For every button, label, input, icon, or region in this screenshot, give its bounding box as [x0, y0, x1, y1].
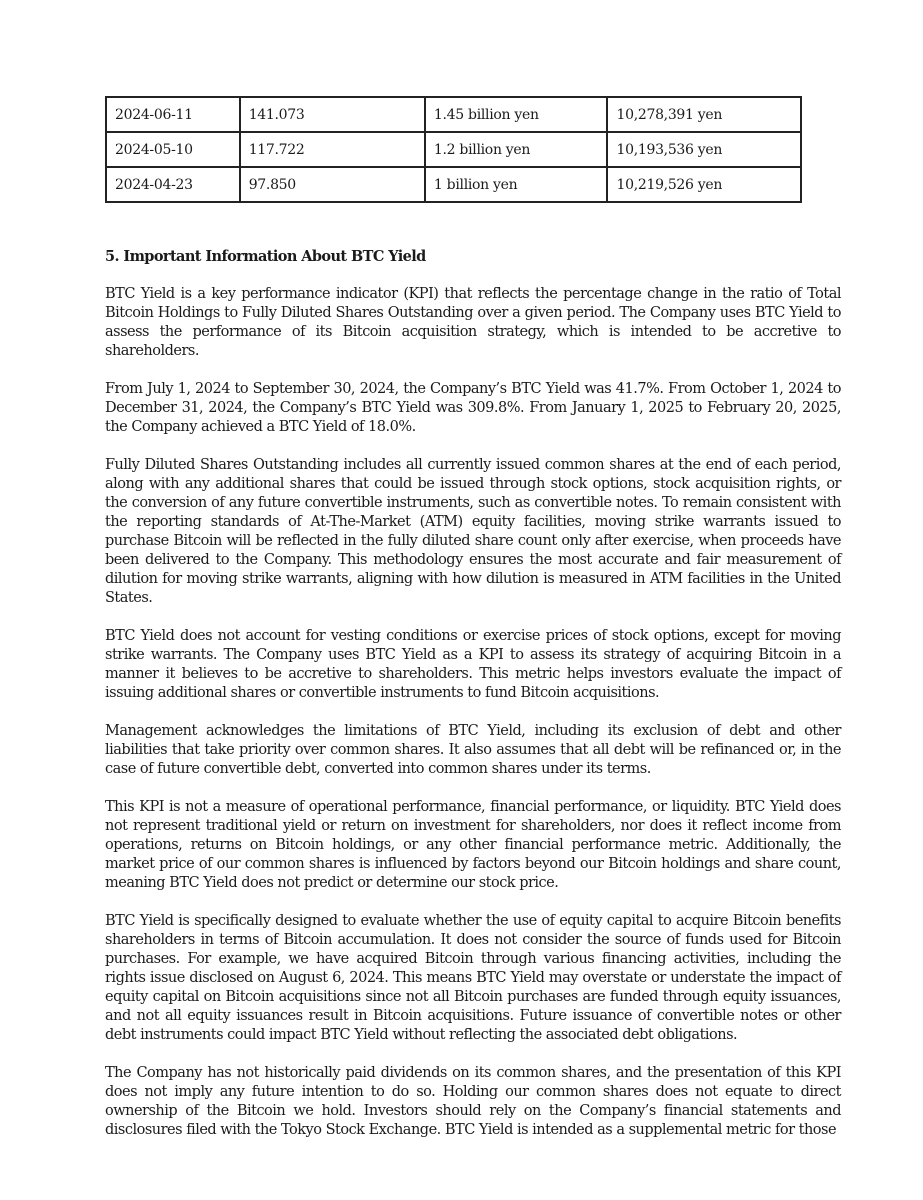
table-cell-btc-amount: 141.073 [240, 97, 425, 132]
paragraph-limitations: Management acknowledges the limitations of BTC Yield, including its exclusion of debt and other liabilities that take priority over common shares. It also assumes that all debt will be refinanced or, in the case of future convertible debt, converted into common shares under its terms. [105, 723, 841, 777]
paragraph-fully-diluted-shares: Fully Diluted Shares Outstanding includes all currently issued common shares at the end of each period, along with any additional shares that could be issued through stock options, stock acquisition rights, or the conversion of any future convertible instruments, such as convertible notes. To remain consistent with the reporting standards of At-The-Market (ATM) equity facilities, moving strike warrants issued to purchase Bitcoin will be reflected in the fully diluted share count only after exercise, when proceeds have been delivered to the Company. This methodology ensures the most accurate and fair measurement of dilution for moving strike warrants, aligning with how dilution is measured in ATM facilities in the United States. [105, 457, 841, 606]
table-row [106, 97, 801, 132]
paragraph-dividends: The Company has not historically paid dividends on its common shares, and the presentation of this KPI does not imply any future intention to do so. Holding our common shares does not equate to direct ownership of the Bitcoin we hold. Investors should rely on the Company’s financial statements and disclosures filed with the Tokyo Stock Exchange. BTC Yield is intended as a supplemental metric for those [105, 1065, 841, 1138]
table-row [106, 132, 801, 167]
table-cell-total-cost: 1.45 billion yen [425, 97, 608, 132]
paragraph-equity-capital: BTC Yield is specifically designed to evaluate whether the use of equity capital to acquire Bitcoin benefits shareholders in terms of Bitcoin accumulation. It does not consider the source of funds used for Bitcoin purchases. For example, we have acquired Bitcoin through various financing activities, including the rights issue disclosed on August 6, 2024. This means BTC Yield may overstate or understate the impact of equity capital on Bitcoin acquisitions since not all Bitcoin purchases are funded through equity issuances, and not all equity issuances result in Bitcoin acquisitions. Future issuance of convertible notes or other debt instruments could impact BTC Yield without reflecting the associated debt obligations. [105, 913, 841, 1043]
bitcoin-purchase-table [105, 96, 802, 203]
table-cell-date: 2024-06-11 [106, 97, 240, 132]
table-cell-btc-amount: 97.850 [240, 167, 425, 202]
table-cell-date: 2024-04-23 [106, 167, 240, 202]
paragraph-kpi-definition: BTC Yield is a key performance indicator (KPI) that reflects the percentage change in the ratio of Total Bitcoin Holdings to Fully Diluted Shares Outstanding over a given period. The Company uses BTC Yield to assess the performance of its Bitcoin acquisition strategy, which is intended to be accretive to shareholders. [105, 286, 841, 359]
paragraph-vesting-conditions: BTC Yield does not account for vesting conditions or exercise prices of stock options, except for moving strike warrants. The Company uses BTC Yield as a KPI to assess its strategy of acquiring Bitcoin in a manner it believes to be accretive to shareholders. This metric helps investors evaluate the impact of issuing additional shares or convertible instruments to fund Bitcoin acquisitions. [105, 628, 841, 701]
paragraph-not-performance-measure: This KPI is not a measure of operational performance, financial performance, or liquidity. BTC Yield does not represent traditional yield or return on investment for shareholders, nor does it reflect income from operations, returns on Bitcoin holdings, or any other financial performance metric. Additionally, the market price of our common shares is influenced by factors beyond our Bitcoin holdings and share count, meaning BTC Yield does not predict or determine our stock price. [105, 799, 841, 891]
btc-yield-section [105, 247, 841, 1159]
paragraph-yield-results: From July 1, 2024 to September 30, 2024, the Company’s BTC Yield was 41.7%. From October 1, 2024 to December 31, 2024, the Company’s BTC Yield was 309.8%. From January 1, 2025 to February 20, 2025, the Company achieved a BTC Yield of 18.0%. [105, 381, 841, 435]
table-cell-total-cost: 1 billion yen [425, 167, 608, 202]
table-cell-average-price: 10,278,391 yen [607, 97, 801, 132]
table-cell-average-price: 10,193,536 yen [607, 132, 801, 167]
section-heading: 5. Important Information About BTC Yield [105, 248, 426, 265]
table-row [106, 167, 801, 202]
table-cell-average-price: 10,219,526 yen [607, 167, 801, 202]
table-cell-btc-amount: 117.722 [240, 132, 425, 167]
table-cell-total-cost: 1.2 billion yen [425, 132, 608, 167]
table-cell-date: 2024-05-10 [106, 132, 240, 167]
